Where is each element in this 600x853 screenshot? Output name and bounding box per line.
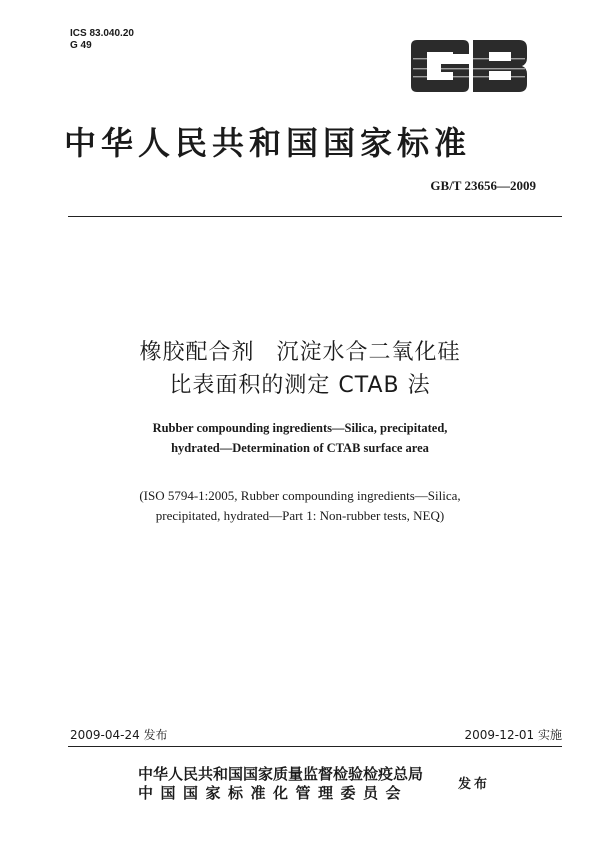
issue-date: 2009-04-24 发布 (70, 728, 168, 742)
chinese-title-part-2: 沉淀水合二氧化硅 (276, 340, 461, 365)
implementation-date: 2009-12-01 实施 (464, 728, 562, 742)
issuer-aqsiq: 中华人民共和国国家质量监督检验检疫总局 (138, 765, 424, 783)
chinese-title-line-1 (0, 335, 600, 366)
publish-label: 发布 (458, 777, 491, 792)
english-title-line-2: hydrated—Determination of CTAB surface area (171, 441, 429, 455)
iso-reference-line-2: precipitated, hydrated—Part 1: Non-rubber tests, NEQ) (155, 508, 445, 523)
standard-category-title: 中华人民共和国国家标准 (64, 124, 472, 162)
issuer-sac: 中国国家标准化管理委员会 (138, 784, 409, 802)
classification-codes (70, 28, 134, 52)
chinese-title-part-1: 橡胶配合剂 (139, 340, 255, 365)
ccs-code: G 49 (70, 40, 92, 51)
chinese-title-line-2: 比表面积的测定 CTAB 法 (169, 373, 431, 398)
standard-number: GB/T 23656—2009 (430, 178, 536, 193)
iso-reference-line-1: (ISO 5794-1:2005, Rubber compounding ingredients—Silica, (139, 488, 461, 503)
top-divider (68, 216, 562, 217)
bottom-divider (68, 746, 562, 747)
english-title-line-1: Rubber compounding ingredients—Silica, precipitated, (152, 421, 448, 435)
ics-code: ICS 83.040.20 (70, 28, 134, 39)
gb-logo (407, 38, 531, 94)
